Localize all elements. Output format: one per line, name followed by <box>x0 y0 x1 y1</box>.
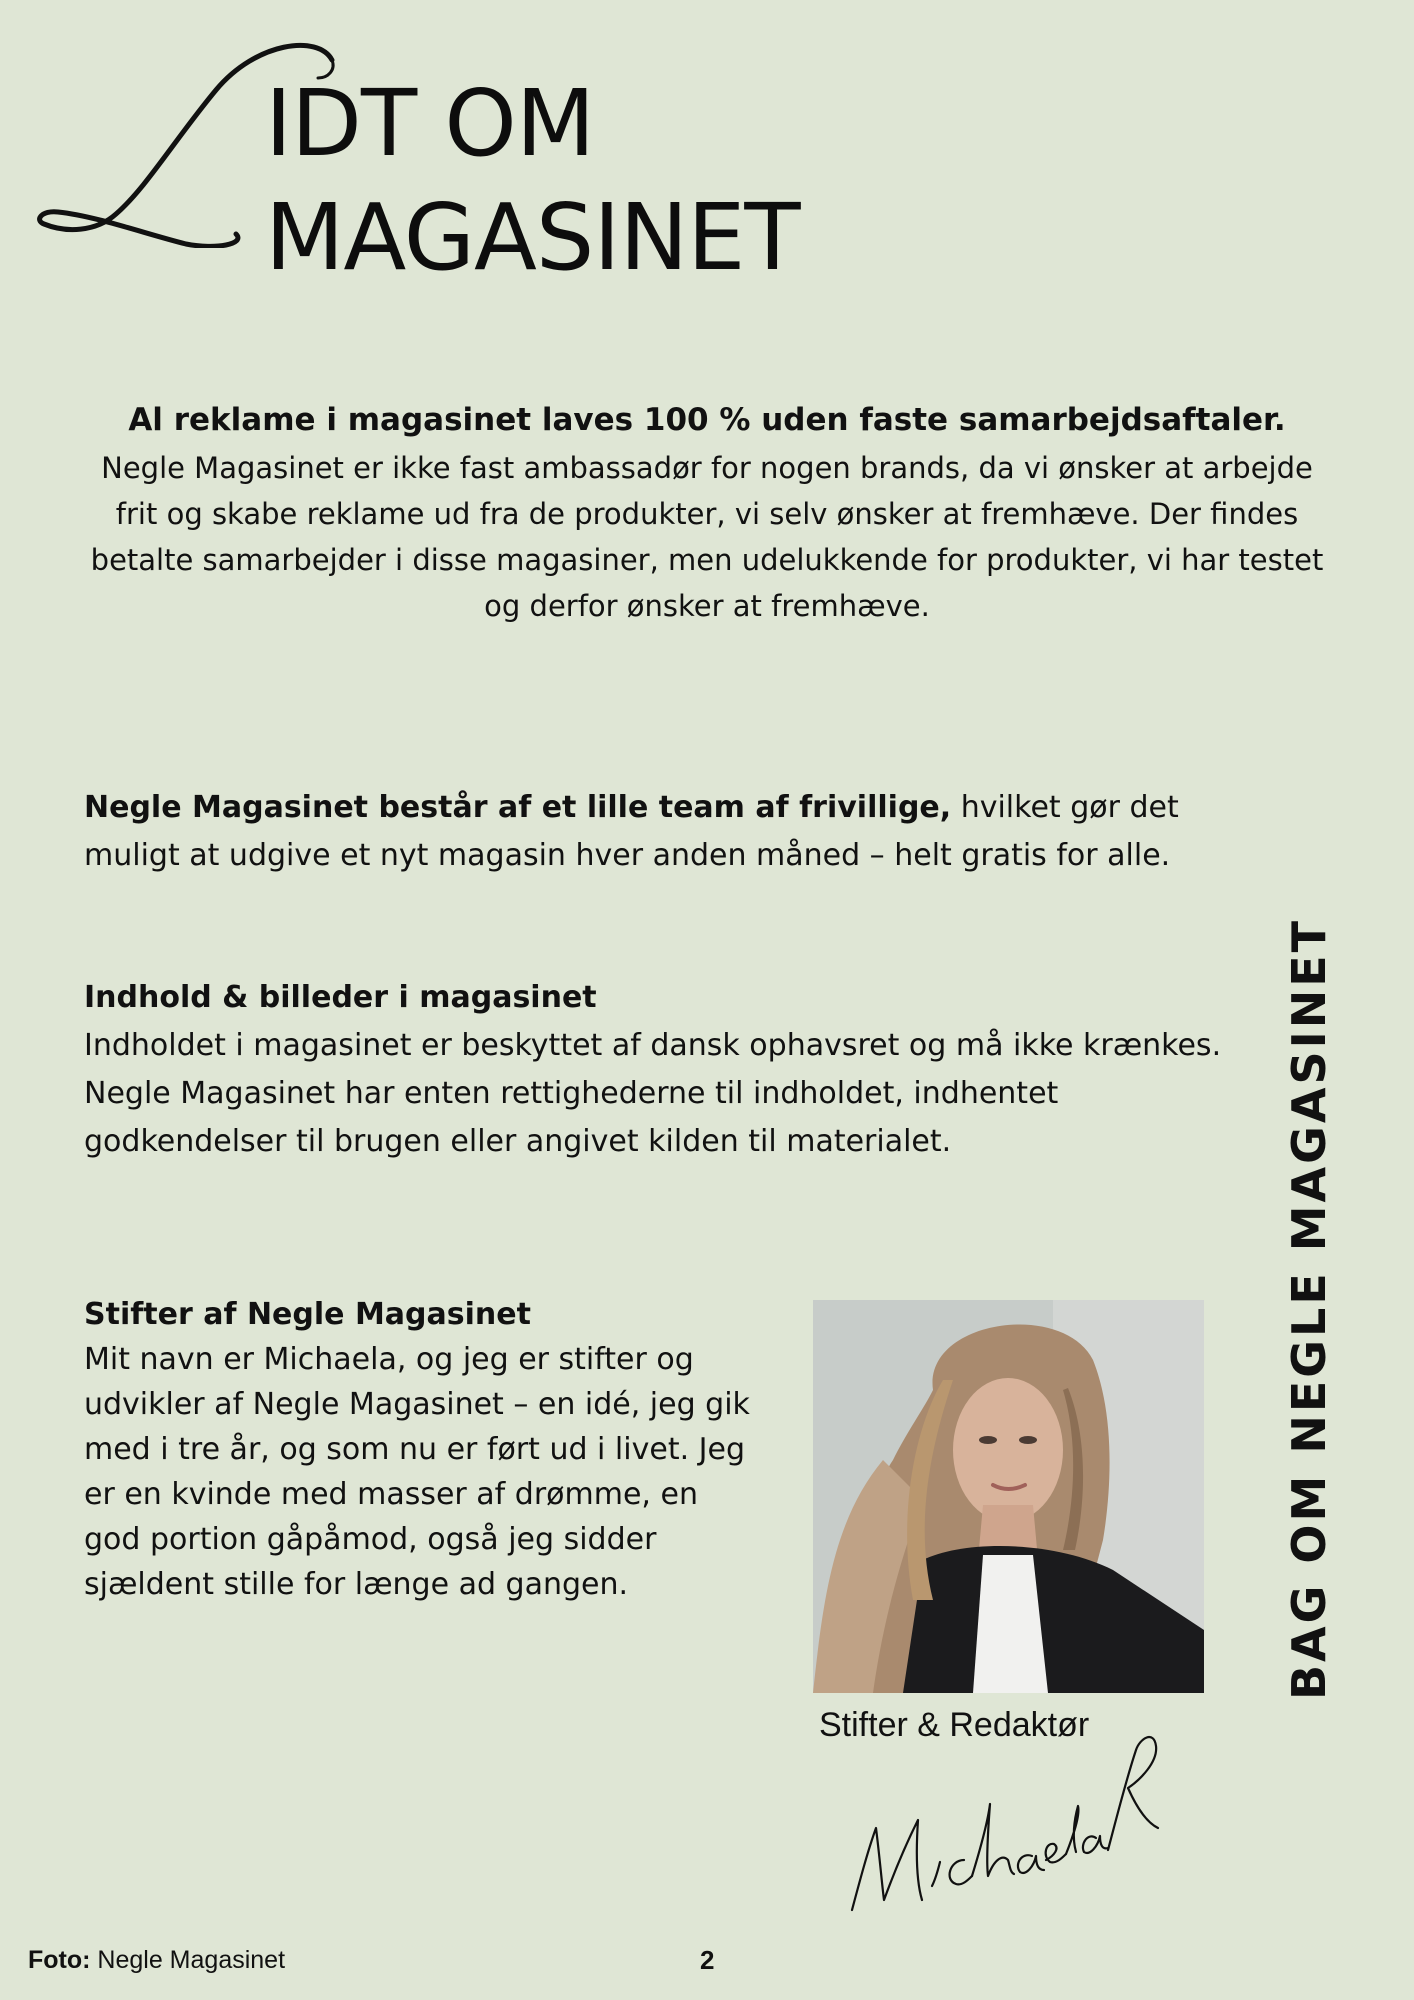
founder-body: Mit navn er Michaela, og jeg er stifter og udvikler af Negle Magasinet – en idé, jeg gik med i tre år, og som nu er ført ud i livet. Jeg er en kvinde med masser af drømme, en god portion gåpåmod, også jeg sidder sjældent stille for længe ad gangen. <box>84 1342 750 1602</box>
founder-heading: Stifter af Negle Magasinet <box>84 1297 531 1332</box>
photo-credit-value: Negle Magasinet <box>90 1946 286 1974</box>
side-section-title: BAG OM NEGLE MAGASINET <box>1282 917 1336 1700</box>
photo-credit-label: Foto: <box>28 1946 91 1974</box>
content-rights-body: Indholdet i magasinet er beskyttet af dansk ophavsret og må ikke krænkes. Negle Magasinet har enten rettighederne til indholdet, indhentet godkendelser til brugen eller angivet kilden til materialet. <box>84 1028 1222 1159</box>
intro-block <box>70 395 1344 629</box>
team-paragraph <box>84 784 1224 880</box>
photo-credit <box>28 1946 285 1975</box>
intro-heading: Al reklame i magasinet laves 100 % uden faste samarbejdsaftaler. <box>128 402 1286 438</box>
team-body: hvilket gør det muligt at udgive et nyt magasin hver anden måned – helt gratis for alle. <box>84 790 1179 873</box>
founder-portrait <box>813 1300 1204 1693</box>
page-number: 2 <box>700 1945 715 1975</box>
team-lead: Negle Magasinet består af et lille team af frivillige, <box>84 790 952 825</box>
founder-section <box>84 1292 754 1607</box>
portrait-caption: Stifter & Redaktør <box>819 1706 1090 1744</box>
page-title-line-1: IDT OM <box>265 70 595 177</box>
content-rights-heading: Indhold & billeder i magasinet <box>84 980 597 1015</box>
founder-signature <box>840 1710 1170 1930</box>
page-title-line-2: MAGASINET <box>265 184 800 291</box>
content-rights-section <box>84 974 1264 1166</box>
intro-body: Negle Magasinet er ikke fast ambassadør for nogen brands, da vi ønsker at arbejde frit og skabe reklame ud fra de produkter, vi selv ønsker at fremhæve. Der findes betalte samarbejder i disse magasiner, men udelukkende for produkter, vi har testet og derfor ønsker at fremhæve. <box>90 451 1324 623</box>
